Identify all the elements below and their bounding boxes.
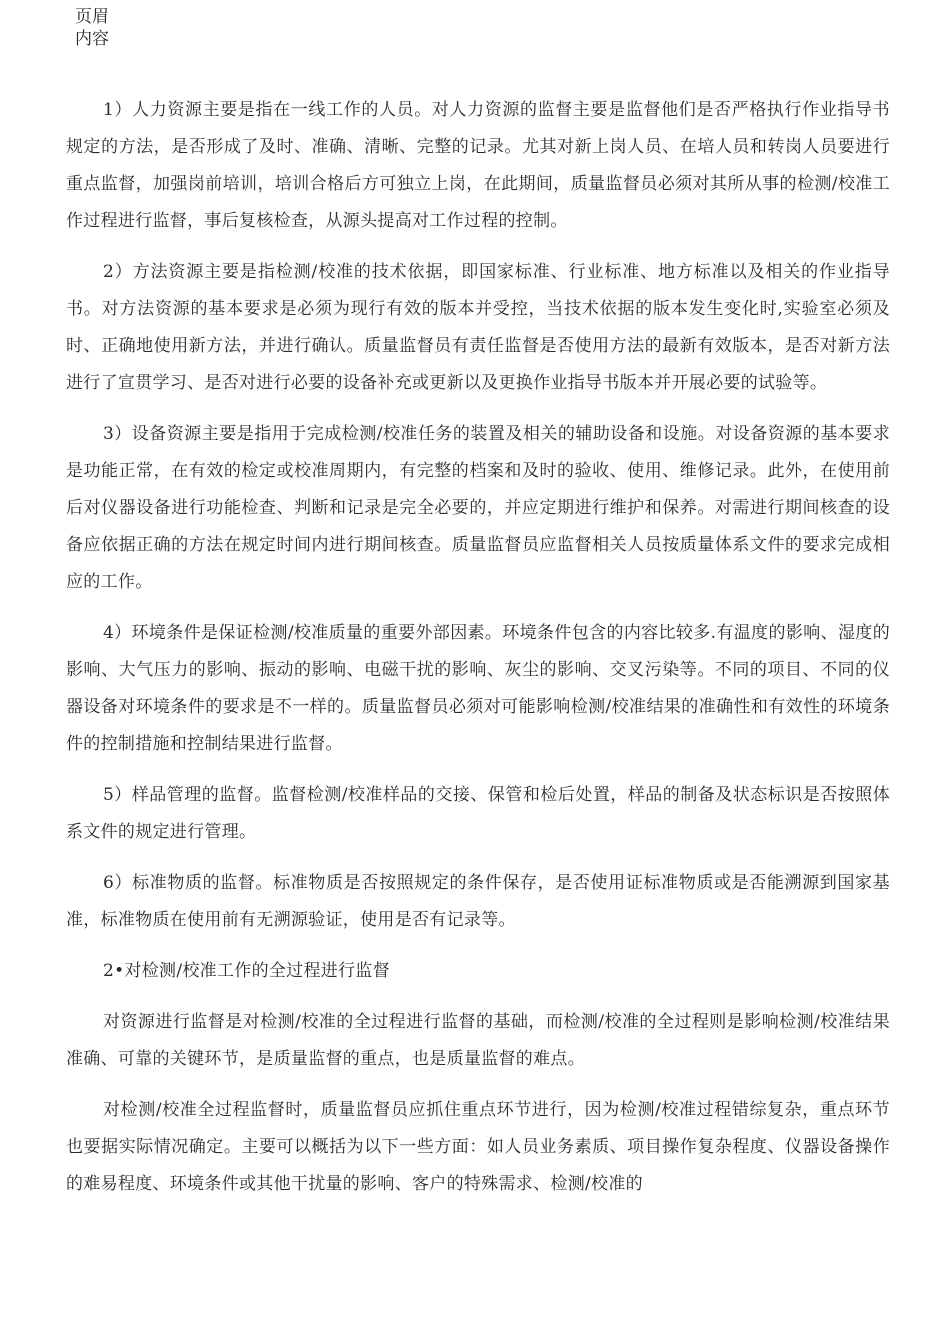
paragraph-human-resources: 1）人力资源主要是指在一线工作的人员。对人力资源的监督主要是监督他们是否严格执行作业指导书规定的方法，是否形成了及时、准确、清晰、完整的记录。尤其对新上岗人员、在培人员和转岗人员要进行重点监督，加强岗前培训，培训合格后方可独立上岗，在此期间，质量监督员必须对其所从事的检测/校准工作过程进行监督，事后复核检查，从源头提高对工作过程的控制。 (66, 100, 890, 231)
page-header (75, 6, 109, 50)
paragraph-reference-materials: 6）标准物质的监督。标准物质是否按照规定的条件保存，是否使用证标准物质或是否能溯源到国家基准，标准物质在使用前有无溯源验证，使用是否有记录等。 (66, 873, 890, 930)
section-heading-full-process: 2•对检测/校准工作的全过程进行监督 (103, 961, 390, 981)
paragraph-method-resources: 2）方法资源主要是指检测/校准的技术依据，即国家标准、行业标准、地方标准以及相关的作业指导书。对方法资源的基本要求是必须为现行有效的版本并受控，当技术依据的版本发生变化时,实验室必须及时、正确地使用新方法，并进行确认。质量监督员有责任监督是否使用方法的最新有效版本，是否对新方法进行了宣贯学习、是否对进行必要的设备补充或更新以及更换作业指导书版本并开展必要的试验等。 (66, 262, 890, 393)
paragraph-equipment-resources: 3）设备资源主要是指用于完成检测/校准任务的装置及相关的辅助设备和设施。对设备资源的基本要求是功能正常，在有效的检定或校准周期内，有完整的档案和及时的验收、使用、维修记录。此外，在使用前后对仪器设备进行功能检查、判断和记录是完全必要的，并应定期进行维护和保养。对需进行期间核查的设备应依据正确的方法在规定时间内进行期间核查。质量监督员应监督相关人员按质量体系文件的要求完成相应的工作。 (66, 424, 890, 592)
paragraph-resource-supervision: 对资源进行监督是对检测/校准的全过程进行监督的基础，而检测/校准的全过程则是影响检测/校准结果准确、可靠的关键环节，是质量监督的重点，也是质量监督的难点。 (66, 1012, 890, 1069)
header-line-2: 内容 (75, 29, 109, 49)
document-body (66, 92, 890, 1217)
header-line-1: 页眉 (75, 7, 109, 27)
paragraph-sample-management: 5）样品管理的监督。监督检测/校准样品的交接、保管和检后处置，样品的制备及状态标识是否按照体系文件的规定进行管理。 (66, 785, 890, 842)
paragraph-environment-conditions: 4）环境条件是保证检测/校准质量的重要外部因素。环境条件包含的内容比较多.有温度的影响、湿度的影响、大气压力的影响、振动的影响、电磁干扰的影响、灰尘的影响、交叉污染等。不同的项目、不同的仪器设备对环境条件的要求是不一样的。质量监督员必须对可能影响检测/校准结果的准确性和有效性的环境条件的控制措施和控制结果进行监督。 (66, 623, 890, 754)
paragraph-full-process-supervision: 对检测/校准全过程监督时，质量监督员应抓住重点环节进行，因为检测/校准过程错综复杂，重点环节也要据实际情况确定。主要可以概括为以下一些方面：如人员业务素质、项目操作复杂程度、仪器设备操作的难易程度、环境条件或其他干扰量的影响、客户的特殊需求、检测/校准的 (66, 1100, 890, 1194)
